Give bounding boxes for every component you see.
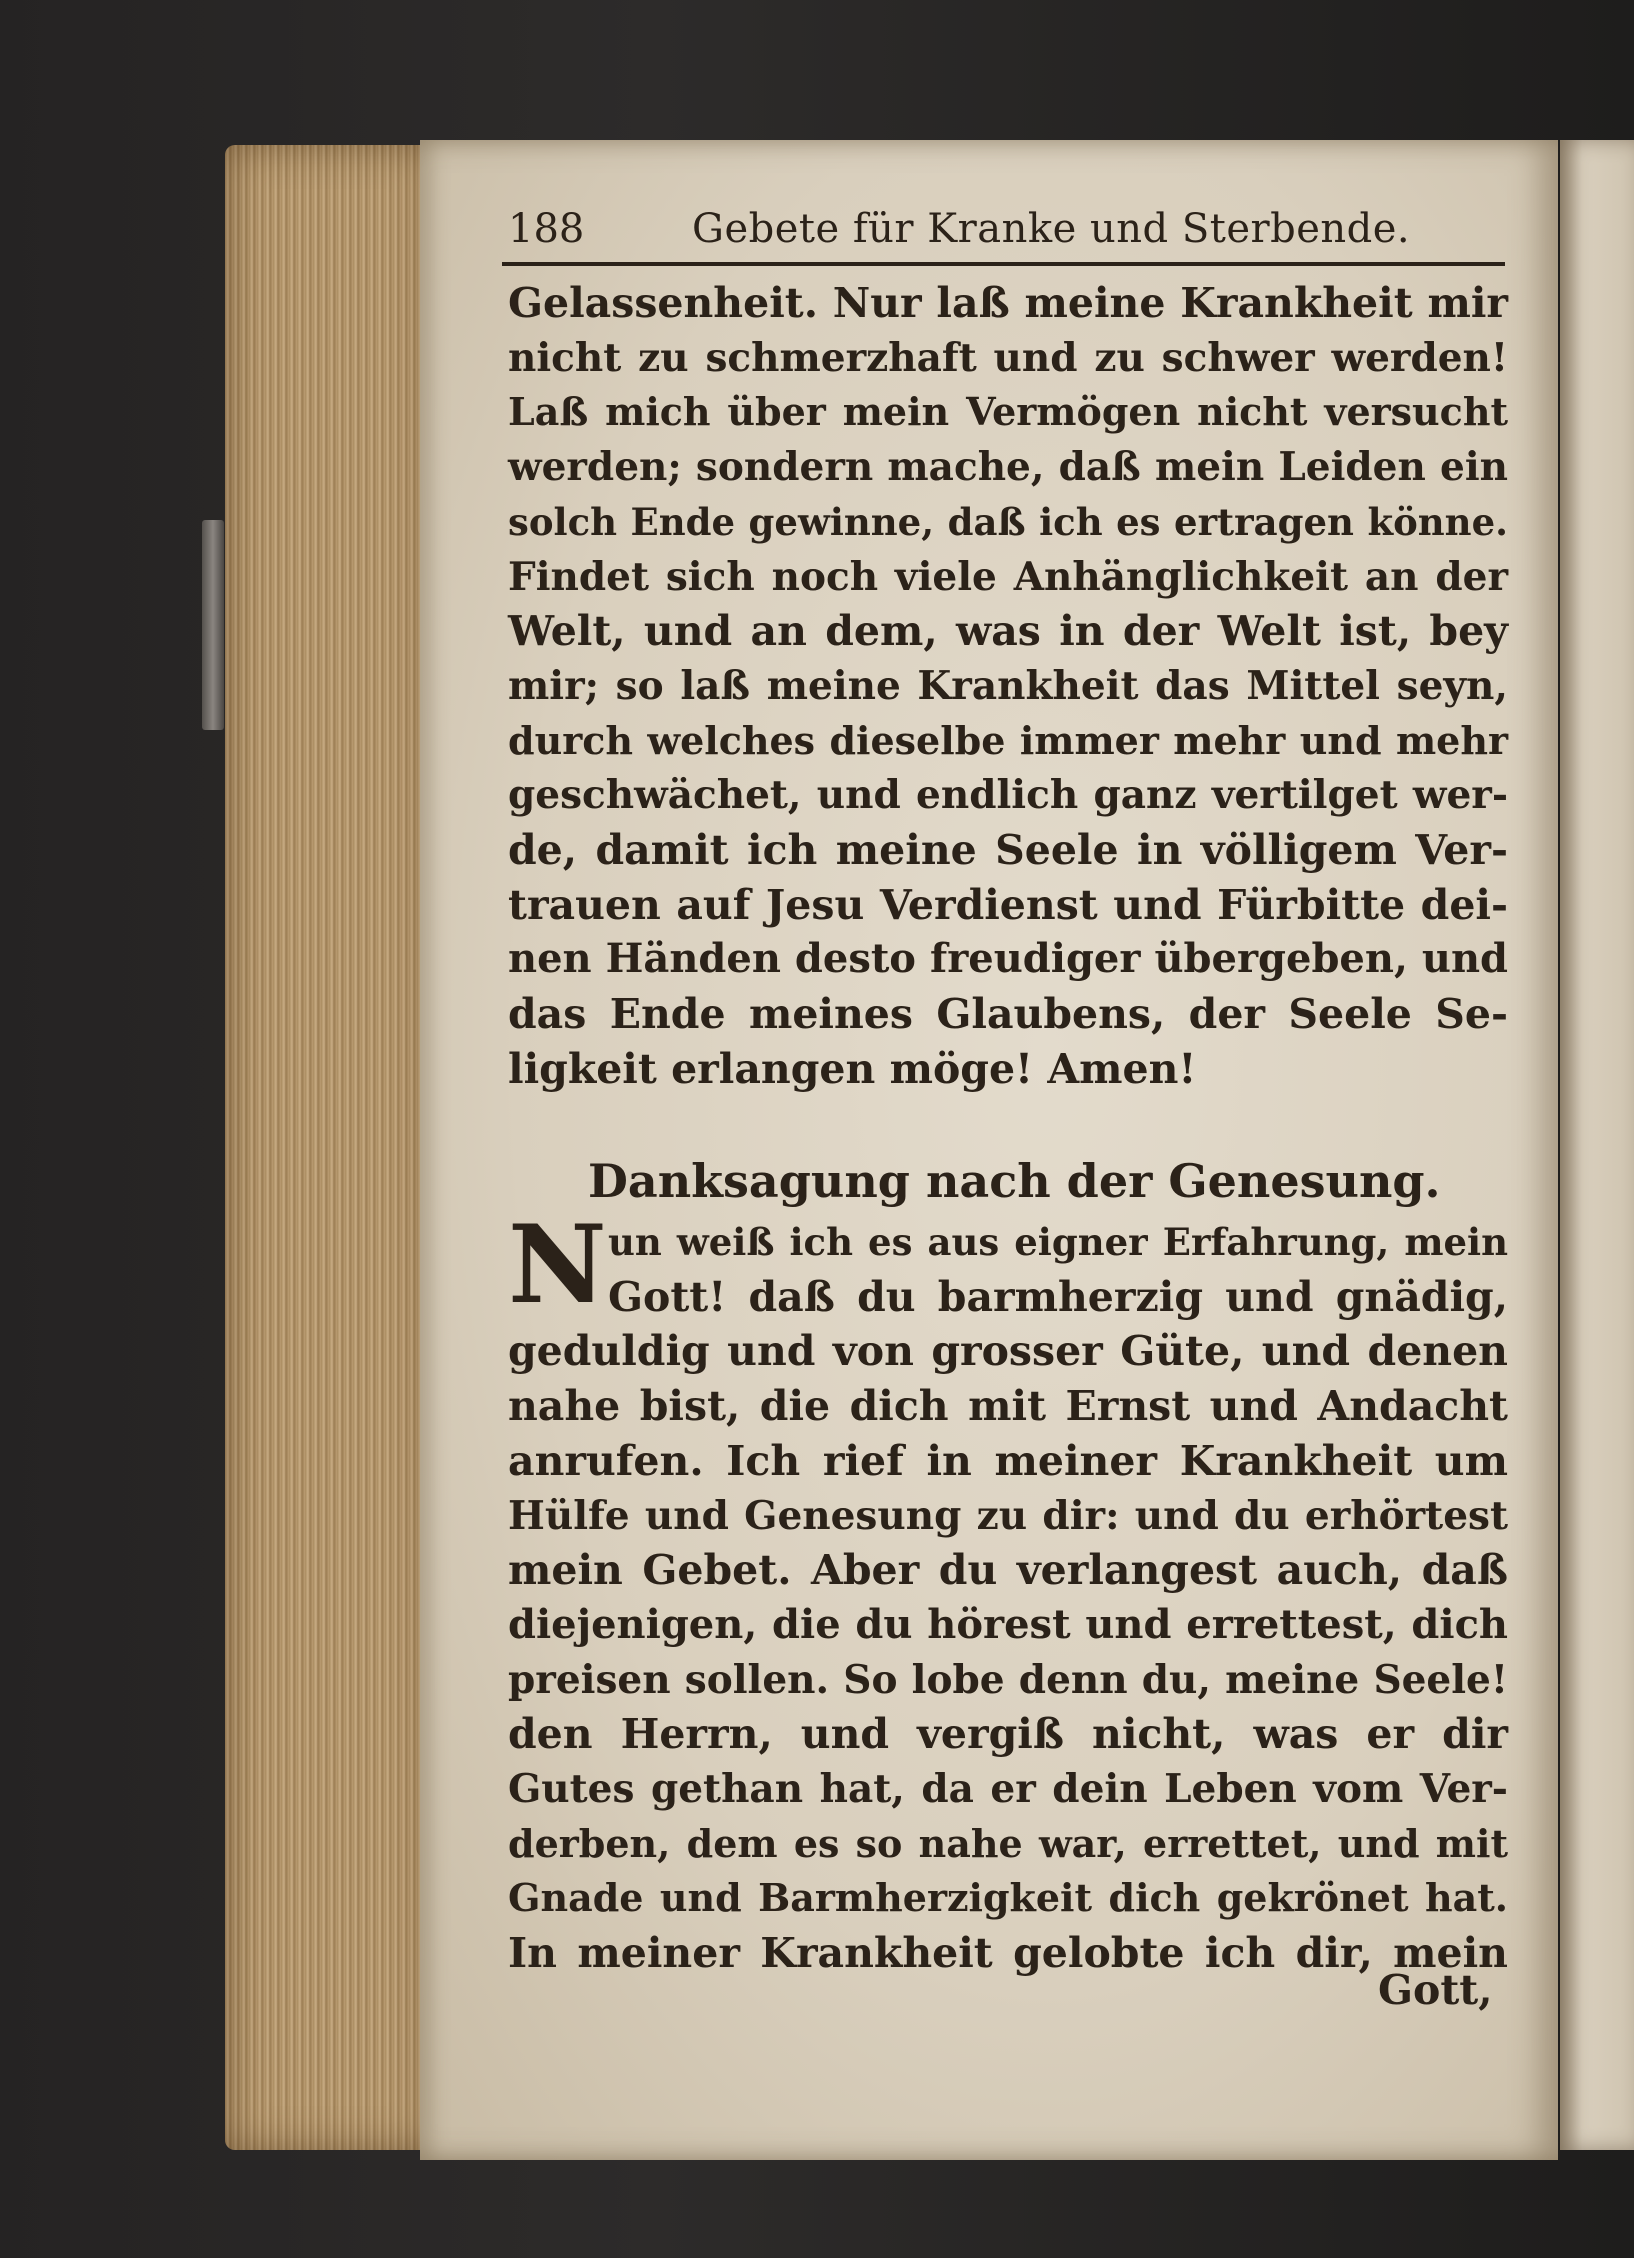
text-line: preisen sollen. So lobe denn du, meine Seele! xyxy=(508,1656,1508,1703)
paragraph-prayer-end xyxy=(508,276,1508,1097)
running-head-title: Gebete für Kranke und Sterbende. xyxy=(692,206,1411,252)
text-line: trauen auf Jesu Verdienst und Fürbitte dei- xyxy=(508,880,1508,929)
section-heading: Danksagung nach der Genesung. xyxy=(588,1154,1441,1208)
text-line: mein Gebet. Aber du verlangest auch, daß xyxy=(508,1546,1508,1595)
text-line: diejenigen, die du hörest und errettest, dich xyxy=(508,1600,1508,1648)
text-line: durch welches dieselbe immer mehr und mehr xyxy=(508,717,1508,763)
text-line: solch Ende gewinne, daß ich es ertragen könne. xyxy=(508,499,1508,544)
text-line: mir; so laß meine Krankheit das Mittel seyn, xyxy=(508,662,1508,709)
text-line: un weiß ich es aus eigner Erfahrung, mein xyxy=(608,1220,1508,1264)
dropcap-lines xyxy=(608,1215,1508,1324)
text-line: werden; sondern mache, daß mein Leiden ein xyxy=(508,444,1508,491)
catchword: Gott, xyxy=(1378,1966,1493,2014)
text-line: Findet sich noch viele Anhänglichkeit an der xyxy=(508,553,1508,600)
header-rule xyxy=(502,262,1505,266)
book-clasp xyxy=(202,520,224,730)
text-line: derben, dem es so nahe war, errettet, und mit xyxy=(508,1820,1508,1866)
text-line: das Ende meines Glaubens, der Seele Se- xyxy=(508,990,1508,1039)
text-line: geduldig und von grosser Güte, und denen xyxy=(508,1327,1508,1376)
text-line: anrufen. Ich rief in meiner Krankheit um xyxy=(508,1436,1508,1485)
page-number: 188 xyxy=(508,206,585,252)
text-line: Gelassenheit. Nur laß meine Krankheit mir xyxy=(508,279,1508,327)
drop-cap: N xyxy=(508,1202,607,1328)
book-page-right-edge xyxy=(1560,140,1634,2150)
text-line: ligkeit erlangen möge! Amen! xyxy=(508,1044,1197,1093)
text-line: geschwächet, und endlich ganz vertilget wer- xyxy=(508,772,1508,819)
text-line: Welt, und an dem, was in der Welt ist, bey xyxy=(508,607,1508,656)
text-line: Gutes gethan hat, da er dein Leben vom Ver- xyxy=(508,1766,1508,1813)
text-line: In meiner Krankheit gelobte ich dir, mein xyxy=(508,1929,1508,1978)
text-line: Hülfe und Genesung zu dir: und du erhörtest xyxy=(508,1492,1508,1539)
text-line: de, damit ich meine Seele in völligem Ver- xyxy=(508,826,1508,875)
text-line: Laß mich über mein Vermögen nicht versucht xyxy=(508,389,1508,435)
paragraph-body xyxy=(508,1324,1508,1980)
running-head xyxy=(508,206,1508,266)
text-line: nicht zu schmerzhaft und zu schwer werden! xyxy=(508,334,1508,381)
text-line: Gott! daß du barmherzig und gnädig, xyxy=(608,1272,1508,1321)
text-line: den Herrn, und vergiß nicht, was er dir xyxy=(508,1710,1508,1759)
text-line: nahe bist, die dich mit Ernst und Andacht xyxy=(508,1382,1508,1431)
text-line: nen Händen desto freudiger übergeben, und xyxy=(508,935,1508,983)
page-edges xyxy=(225,145,435,2150)
text-line: Gnade und Barmherzigkeit dich gekrönet hat. xyxy=(508,1875,1508,1921)
